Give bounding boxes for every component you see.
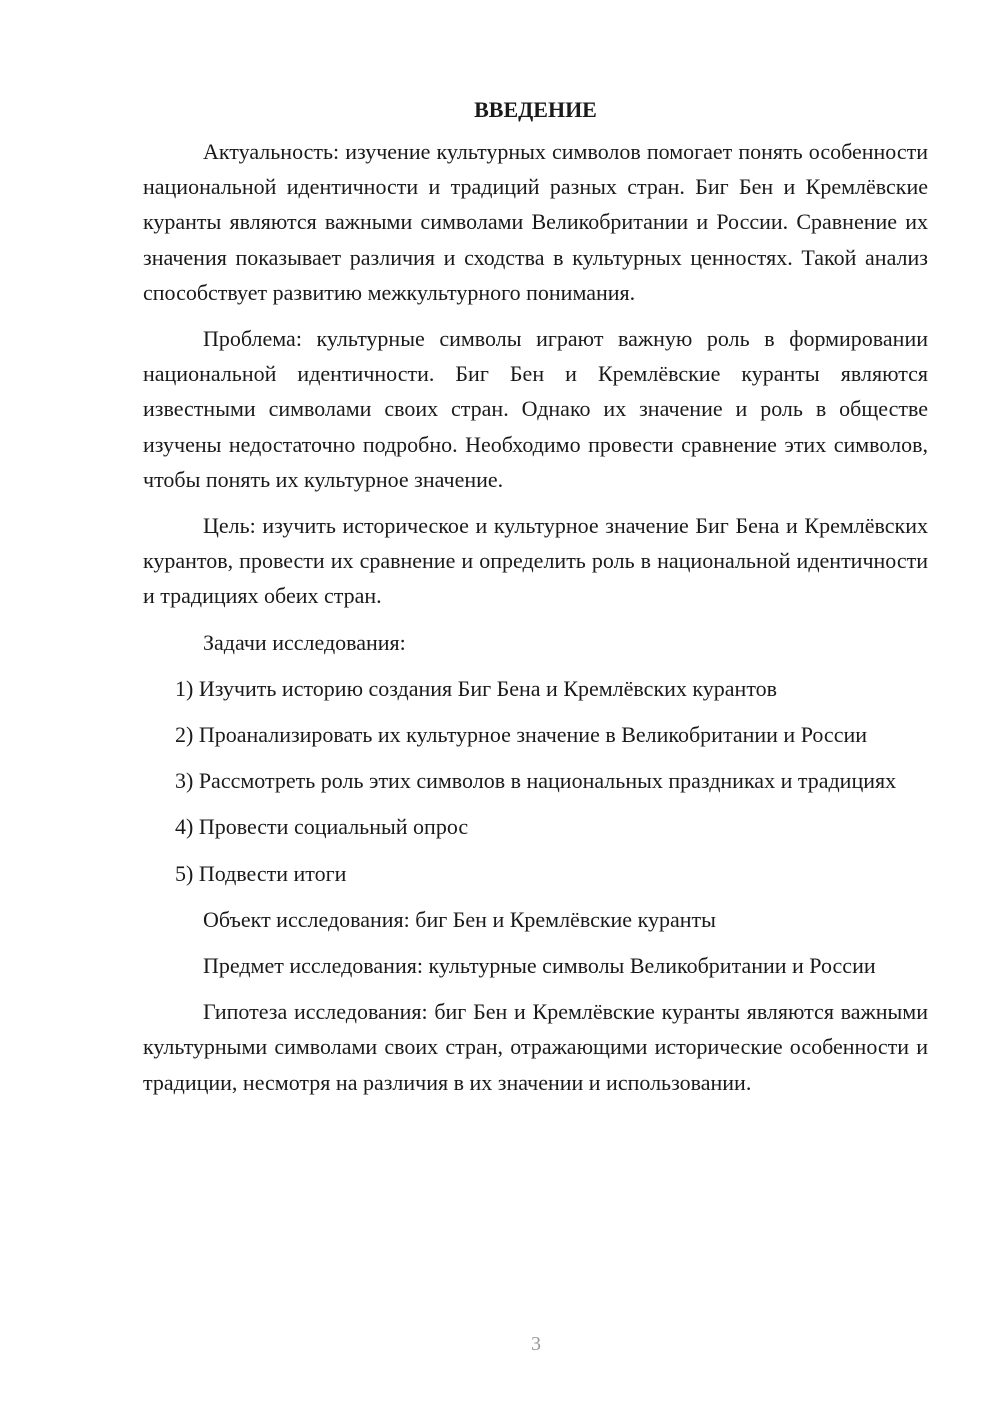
- paragraph-subject: Предмет исследования: культурные символы Великобритании и России: [203, 953, 876, 979]
- task-item: 1) Изучить историю создания Биг Бена и Кремлёвских курантов: [175, 675, 778, 701]
- task-item: 5) Подвести итоги: [175, 860, 347, 886]
- task-item: 3) Рассмотреть роль этих символов в национальных праздниках и традициях: [175, 768, 897, 794]
- paragraph-problem: Проблема: культурные символы играют важную роль в формировании национальной идентичности. Биг Бен и Кремлёвские куранты являются известными символами своих стран. Однако их значение и роль в обществе изучены недостаточно подробно. Необходимо провести сравнение этих символов, чтобы понять их культурное значение.: [143, 326, 928, 492]
- section-heading: ВВЕДЕНИЕ: [474, 97, 597, 122]
- paragraph-object: Объект исследования: биг Бен и Кремлёвские куранты: [203, 906, 716, 932]
- paragraph-goal: Цель: изучить историческое и культурное значение Биг Бена и Кремлёвских курантов, провести их сравнение и определить роль в национальной идентичности и традициях обеих стран.: [143, 513, 928, 609]
- document-page: [143, 95, 928, 1111]
- paragraph-hypothesis: Гипотеза исследования: биг Бен и Кремлёвские куранты являются важными культурными символами своих стран, отражающими исторические особенности и традиции, несмотря на различия в их значении и использовании.: [143, 999, 928, 1095]
- paragraph-relevance: Актуальность: изучение культурных символов помогает понять особенности национальной идентичности и традиций разных стран. Биг Бен и Кремлёвские куранты являются важными символами Великобритании и России. Сравнение их значения показывает различия и сходства в культурных ценностях. Такой анализ способствует развитию межкультурного понимания.: [143, 139, 928, 305]
- paragraph-tasks-heading: Задачи исследования:: [203, 629, 406, 655]
- task-item: 2) Проанализировать их культурное значение в Великобритании и России: [175, 722, 868, 748]
- task-item: 4) Провести социальный опрос: [175, 814, 469, 840]
- page-number: 3: [531, 1333, 541, 1355]
